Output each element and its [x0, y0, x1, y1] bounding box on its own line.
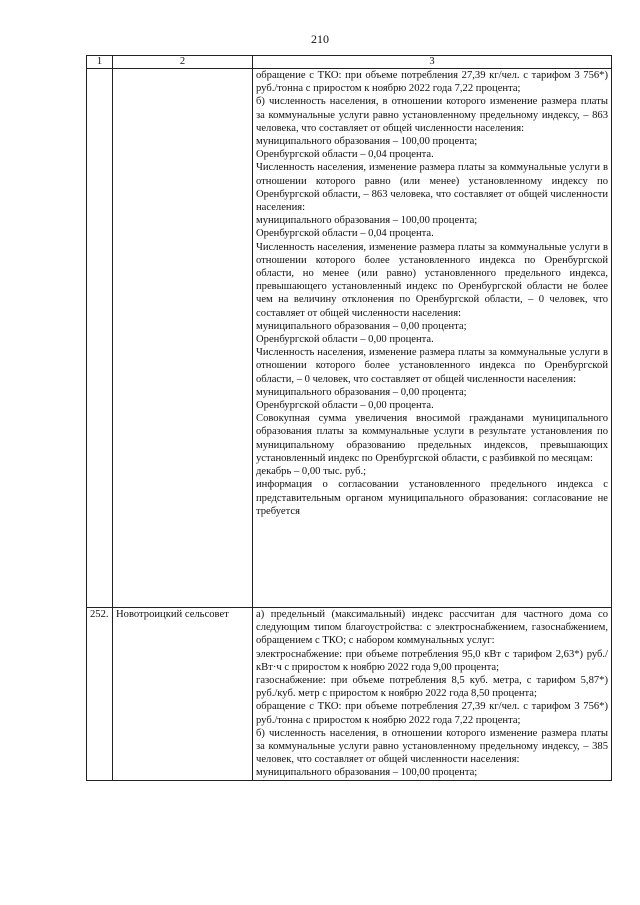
text-line: б) численность населения, в отношении которого изменение размера платы за коммунальные услуги равно установленному предельному индексу, – 385 человек, что составляет от общей численности населения:: [256, 727, 608, 766]
header-col-1: 1: [87, 56, 113, 69]
table-header-row: [87, 56, 612, 69]
text-line: б) численность населения, в отношении которого изменение размера платы за коммунальные услуги равно установленному предельному индексу, – 863 человека, что составляет от общей численности населения:: [256, 96, 608, 134]
municipality-name: [113, 69, 253, 608]
text-line: муниципального образования – 0,00 процента;: [256, 386, 467, 398]
text-line: муниципального образования – 100,00 процента;: [256, 767, 478, 779]
text-line: Численность населения, изменение размера платы за коммунальные услуги в отношении которого более установленного индекса по Оренбургской области, – 0 человек, что составляет от общей численности населения:: [256, 347, 608, 385]
municipality-name: Новотроицкий сельсовет: [113, 608, 253, 781]
page-number: 210: [311, 32, 329, 46]
text-line: Оренбургской области – 0,00 процента.: [256, 334, 434, 346]
header-col-2: 2: [113, 56, 253, 69]
text-line: Численность населения, изменение размера платы за коммунальные услуги в отношении которого более установленного индекса по Оренбургской области, но менее (или равно) установленного предельного индекса, превышающего установленный индекс по Оренбургской области не более чем на величину отклонения по Оренбургской области, – 0 человек, что составляет от общей численности населения:: [256, 241, 608, 319]
text-line: Численность населения, изменение размера платы за коммунальные услуги в отношении которого равно (или менее) установленному индексу по Оренбургской области, – 863 человека, что составляет от общей численности населения:: [256, 162, 608, 214]
header-col-3: 3: [253, 56, 612, 69]
text-line: Оренбургской области – 0,04 процента.: [256, 228, 434, 240]
document-table: [86, 55, 612, 781]
text-line: Совокупная сумма увеличения вносимой гражданами муниципального образования платы за коммунальные услуги в результате установления по муниципальному образованию предельных индексов, превышающих установленный индекс по Оренбургской области, с разбивкой по месяцам:: [256, 413, 608, 464]
table-row: [87, 608, 612, 781]
text-line: газоснабжение: при объеме потребления 8,5 куб. метра, с тарифом 5,87*) руб./куб. метр с приростом к ноябрю 2022 года 8,50 процента;: [256, 675, 608, 700]
row-number: 252.: [87, 608, 113, 781]
text-line: муниципального образования – 100,00 процента;: [256, 215, 478, 227]
text-line: информация о согласовании установленного предельного индекса с представительным органом муниципального образования: согласование не требуется: [256, 479, 608, 517]
row-text: [253, 608, 612, 781]
row-number: [87, 69, 113, 608]
row-text: [253, 69, 612, 608]
table-row: [87, 69, 612, 608]
text-line: декабрь – 0,00 тыс. руб.;: [256, 466, 367, 478]
text-line: а) предельный (максимальный) индекс рассчитан для частного дома со следующим типом благоустройства: с электроснабжением, газоснабжением, обращением с ТКО; с набором коммунальных услуг:: [256, 609, 608, 647]
text-line: муниципального образования – 0,00 процента;: [256, 320, 467, 332]
text-line: Оренбургской области – 0,00 процента.: [256, 400, 434, 412]
text-line: электроснабжение: при объеме потребления 95,0 кВт с тарифом 2,63*) руб./кВт·ч с приростом к ноябрю 2022 года 9,00 процента;: [256, 648, 608, 673]
text-line: Оренбургской области – 0,04 процента.: [256, 149, 434, 161]
text-line: муниципального образования – 100,00 процента;: [256, 136, 478, 148]
text-line: обращение с ТКО: при объеме потребления 27,39 кг/чел. с тарифом 3 756*) руб./тонна с приростом к ноябрю 2022 года 7,22 процента;: [256, 70, 608, 95]
text-line: обращение с ТКО: при объеме потребления 27,39 кг/чел. с тарифом 3 756*) руб./тонна с приростом к ноябрю 2022 года 7,22 процента;: [256, 701, 608, 726]
